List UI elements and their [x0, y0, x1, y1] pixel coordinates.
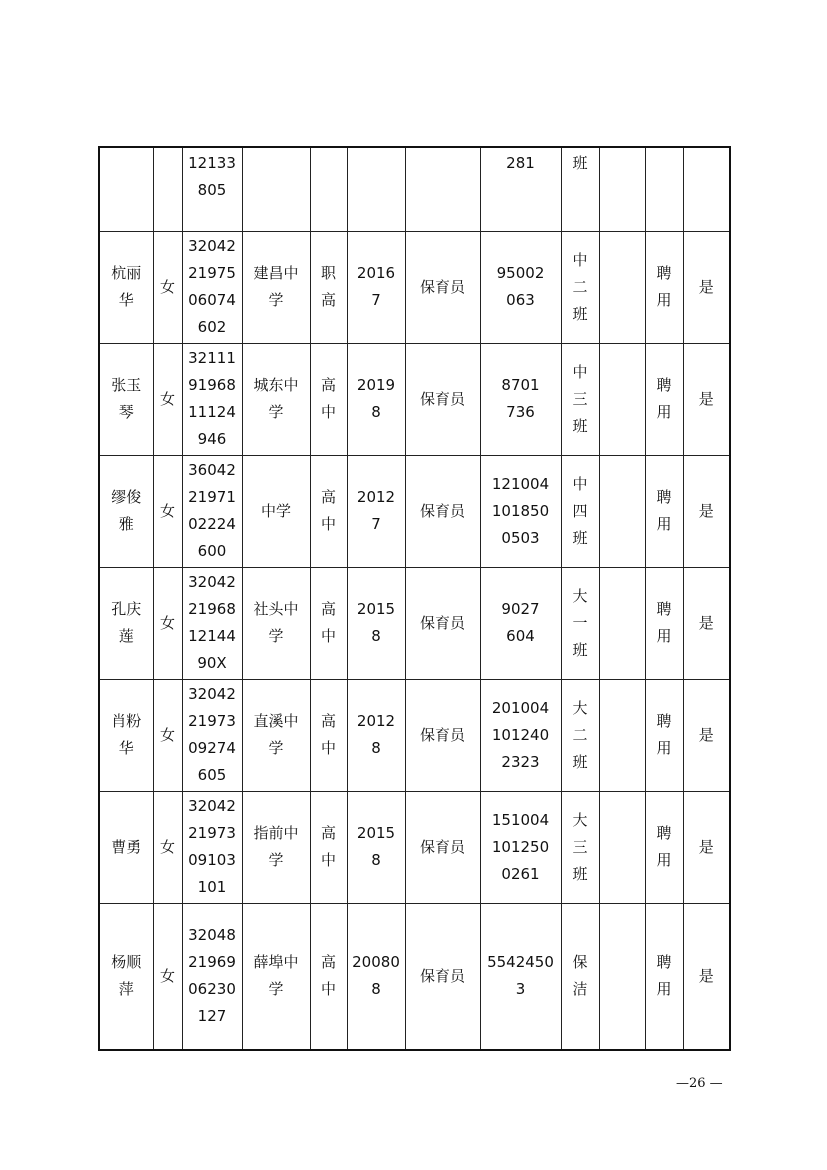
employment-type-line: 用: [656, 739, 672, 757]
date-line: 7: [371, 291, 381, 309]
cell-post: 保育员: [405, 903, 480, 1050]
cell-school: [242, 567, 310, 679]
class-line: 中: [572, 362, 588, 381]
class-line: 一: [572, 613, 588, 632]
cell-date: [347, 231, 405, 343]
cell-empty: [683, 147, 730, 231]
cell-gender: 女: [153, 567, 182, 679]
school-line: 学: [268, 851, 284, 869]
class-line: 三: [572, 389, 588, 408]
id-line: 36042: [188, 461, 236, 479]
cell-account: [480, 455, 561, 567]
cell-id: [182, 903, 242, 1050]
cell-empty: [599, 567, 645, 679]
id-line: 605: [197, 766, 227, 784]
cell-education: [310, 567, 347, 679]
account-line: 3: [515, 980, 526, 999]
account-line: 736: [506, 403, 535, 421]
cell-empty: [242, 147, 310, 231]
cell-name: [99, 231, 153, 343]
table-row: [99, 455, 730, 567]
table-body: [99, 147, 730, 1050]
cell-date: [347, 791, 405, 903]
cell-empty: [310, 147, 347, 231]
cell-id: [182, 679, 242, 791]
cell-school: [242, 455, 310, 567]
id-line: 12133: [188, 154, 236, 172]
id-line: 21968: [188, 600, 236, 618]
cell-gender: 女: [153, 903, 182, 1050]
account-line: 0261: [501, 864, 540, 883]
cell-name: [99, 903, 153, 1050]
cell-confirm: 是: [683, 791, 730, 903]
cell-name: [99, 567, 153, 679]
employment-type-line: 用: [656, 627, 672, 645]
id-line: 06230: [188, 980, 236, 999]
cell-school: [242, 791, 310, 903]
id-line: 32042: [188, 797, 236, 815]
school-line: 社头中: [253, 600, 299, 618]
id-line: 09103: [188, 851, 236, 869]
class-line: 班: [572, 752, 588, 771]
date-line: 2015: [356, 600, 396, 618]
cell-id: [182, 343, 242, 455]
class-line: 三: [572, 837, 588, 856]
cell-date: [347, 455, 405, 567]
class-line: 中: [572, 250, 588, 269]
cell-employment-type: [645, 791, 683, 903]
class-line: 大: [572, 810, 588, 829]
id-line: 32042: [188, 573, 236, 591]
cell-class: [561, 567, 599, 679]
cell-post: 保育员: [405, 455, 480, 567]
date-line: 8: [371, 739, 381, 757]
school-line: 指前中: [253, 824, 299, 842]
account-line: 8701: [501, 376, 540, 394]
cell-post: 保育员: [405, 791, 480, 903]
id-line: 127: [197, 1007, 227, 1026]
date-line: 8: [371, 403, 381, 421]
cell-date: [347, 903, 405, 1050]
id-line: 12144: [188, 627, 236, 645]
employment-type-line: 聘: [656, 824, 672, 842]
education-line: 中: [320, 739, 336, 757]
employment-type-line: 聘: [656, 264, 672, 282]
cell-date: [347, 567, 405, 679]
school-line: 建昌中: [253, 264, 299, 282]
employment-type-line: 用: [656, 291, 672, 309]
id-line: 602: [197, 318, 227, 336]
class-line: 班: [572, 154, 588, 172]
cell-education: [310, 455, 347, 567]
cell-account: [480, 903, 561, 1050]
cell-employment-type: [645, 903, 683, 1050]
id-line: 805: [197, 181, 227, 199]
cell-empty: [599, 231, 645, 343]
cell-id: [182, 231, 242, 343]
account-line: 201004: [491, 698, 550, 717]
cell-account: [480, 791, 561, 903]
education-line: 中: [320, 403, 336, 421]
education-line: 高: [320, 291, 336, 309]
education-line: 高: [320, 953, 336, 972]
cell-id: [182, 791, 242, 903]
account-line: 9027: [501, 600, 540, 618]
class-line: 大: [572, 586, 588, 605]
cell-account: [480, 147, 561, 231]
cell-school: [242, 679, 310, 791]
school-line: 学: [268, 980, 284, 999]
cell-employment-type: [645, 567, 683, 679]
id-line: 600: [197, 542, 227, 560]
name-line: 肖粉: [111, 712, 142, 730]
date-line: 20080: [352, 953, 400, 972]
school-line: 薛埠中: [253, 953, 299, 972]
name-line: 张玉: [111, 376, 142, 394]
id-line: 09274: [188, 739, 236, 757]
account-line: 151004: [491, 810, 550, 829]
staff-table: [98, 146, 731, 1051]
cell-date: [347, 343, 405, 455]
cell-gender: 女: [153, 791, 182, 903]
class-line: 班: [572, 864, 588, 883]
employment-type-line: 用: [656, 851, 672, 869]
class-line: 大: [572, 698, 588, 717]
id-line: 21975: [188, 264, 236, 282]
id-line: 21971: [188, 488, 236, 506]
cell-name: [99, 791, 153, 903]
id-line: 101: [197, 878, 227, 896]
id-line: 21969: [188, 953, 236, 972]
id-line: 32111: [188, 349, 236, 367]
cell-empty: [347, 147, 405, 231]
employment-type-line: 聘: [656, 953, 672, 972]
table-row: [99, 231, 730, 343]
cell-name: [99, 343, 153, 455]
table-row: [99, 343, 730, 455]
account-line: 101240: [491, 725, 550, 744]
date-line: 8: [371, 980, 381, 999]
cell-education: [310, 679, 347, 791]
school-line: 城东中: [253, 376, 299, 394]
school-line: 直溪中: [253, 712, 299, 730]
account-line: 5542450: [487, 953, 554, 972]
date-line: 2019: [356, 376, 396, 394]
date-line: 2012: [356, 712, 396, 730]
employment-type-line: 聘: [656, 712, 672, 730]
name-line: 华: [118, 739, 134, 757]
table-row-continuation: [99, 147, 730, 231]
class-line: 班: [572, 416, 588, 435]
cell-employment-type: [645, 231, 683, 343]
cell-empty: [153, 147, 182, 231]
class-line: 保: [572, 953, 588, 972]
cell-empty: [599, 679, 645, 791]
date-line: 7: [371, 515, 381, 533]
cell-account: [480, 679, 561, 791]
class-line: 中: [572, 474, 588, 493]
cell-confirm: 是: [683, 343, 730, 455]
cell-class: [561, 679, 599, 791]
cell-empty: [645, 147, 683, 231]
cell-confirm: 是: [683, 455, 730, 567]
class-line: 班: [572, 528, 588, 547]
id-line: 32042: [188, 685, 236, 703]
cell-name: [99, 679, 153, 791]
class-line: 班: [572, 640, 588, 659]
id-line: 21973: [188, 824, 236, 842]
cell-employment-type: [645, 343, 683, 455]
class-line: 洁: [572, 980, 588, 999]
school-line: 学: [268, 739, 284, 757]
name-line: 莲: [118, 627, 134, 645]
date-line: 8: [371, 627, 381, 645]
cell-id: [182, 567, 242, 679]
cell-education: [310, 903, 347, 1050]
cell-empty: [99, 147, 153, 231]
id-line: 11124: [188, 403, 236, 421]
name-line: 杨顺: [111, 953, 142, 972]
name-line: 缪俊: [111, 488, 142, 506]
class-line: 班: [572, 304, 588, 323]
cell-education: [310, 791, 347, 903]
cell-confirm: 是: [683, 679, 730, 791]
name-line: 雅: [118, 515, 134, 533]
school-line: 学: [268, 403, 284, 421]
id-line: 946: [197, 430, 227, 448]
cell-empty: [599, 455, 645, 567]
school-line: 中学: [260, 501, 291, 520]
page-number: —26 —: [676, 1076, 723, 1091]
id-line: 21973: [188, 712, 236, 730]
name-line: 杭丽: [111, 264, 142, 282]
cell-class: [561, 231, 599, 343]
table-row: [99, 791, 730, 903]
education-line: 中: [320, 851, 336, 869]
cell-date: [347, 679, 405, 791]
cell-gender: 女: [153, 343, 182, 455]
cell-id: [182, 147, 242, 231]
cell-gender: 女: [153, 231, 182, 343]
account-line: 604: [506, 627, 535, 645]
cell-education: [310, 343, 347, 455]
account-line: 121004: [491, 474, 550, 493]
cell-name: [99, 455, 153, 567]
cell-education: [310, 231, 347, 343]
education-line: 高: [320, 376, 336, 394]
education-line: 高: [320, 600, 336, 618]
cell-gender: 女: [153, 455, 182, 567]
employment-type-line: 聘: [656, 376, 672, 394]
employment-type-line: 用: [656, 515, 672, 533]
cell-school: [242, 343, 310, 455]
account-line: 0503: [501, 528, 540, 547]
education-line: 中: [320, 627, 336, 645]
cell-post: 保育员: [405, 567, 480, 679]
table-row: [99, 567, 730, 679]
date-line: 2015: [356, 824, 396, 842]
name-line: 孔庆: [111, 600, 142, 618]
cell-account: [480, 231, 561, 343]
cell-post: 保育员: [405, 231, 480, 343]
cell-empty: [405, 147, 480, 231]
cell-id: [182, 455, 242, 567]
employment-type-line: 聘: [656, 600, 672, 618]
cell-confirm: 是: [683, 903, 730, 1050]
education-line: 高: [320, 488, 336, 506]
cell-employment-type: [645, 455, 683, 567]
cell-school: [242, 903, 310, 1050]
cell-class: [561, 343, 599, 455]
education-line: 高: [320, 824, 336, 842]
cell-account: [480, 567, 561, 679]
id-line: 32048: [188, 926, 236, 945]
cell-class: [561, 791, 599, 903]
account-line: 2323: [501, 752, 540, 771]
cell-account: [480, 343, 561, 455]
cell-class: [561, 147, 599, 231]
account-line: 281: [506, 154, 535, 172]
education-line: 职: [320, 264, 336, 282]
employment-type-line: 聘: [656, 488, 672, 506]
school-line: 学: [268, 627, 284, 645]
employment-type-line: 用: [656, 403, 672, 421]
cell-post: 保育员: [405, 343, 480, 455]
cell-empty: [599, 903, 645, 1050]
account-line: 063: [506, 291, 535, 309]
class-line: 四: [572, 501, 588, 520]
cell-confirm: 是: [683, 567, 730, 679]
employment-type-line: 用: [656, 980, 672, 999]
cell-class: [561, 455, 599, 567]
education-line: 高: [320, 712, 336, 730]
class-line: 二: [572, 277, 588, 296]
cell-school: [242, 231, 310, 343]
school-line: 学: [268, 291, 284, 309]
cell-confirm: 是: [683, 231, 730, 343]
name-line: 萍: [118, 980, 134, 999]
id-line: 90X: [197, 654, 227, 672]
name-line: 曹勇: [111, 837, 142, 856]
id-line: 32042: [188, 237, 236, 255]
table-row: [99, 903, 730, 1050]
table-row: [99, 679, 730, 791]
education-line: 中: [320, 980, 336, 999]
id-line: 02224: [188, 515, 236, 533]
account-line: 101250: [491, 837, 550, 856]
cell-gender: 女: [153, 679, 182, 791]
name-line: 华: [118, 291, 134, 309]
cell-class: [561, 903, 599, 1050]
cell-empty: [599, 343, 645, 455]
account-line: 101850: [491, 501, 550, 520]
id-line: 06074: [188, 291, 236, 309]
cell-empty: [599, 147, 645, 231]
cell-post: 保育员: [405, 679, 480, 791]
account-line: 95002: [496, 264, 545, 282]
id-line: 91968: [188, 376, 236, 394]
date-line: 8: [371, 851, 381, 869]
cell-empty: [599, 791, 645, 903]
education-line: 中: [320, 515, 336, 533]
name-line: 琴: [118, 403, 134, 421]
date-line: 2016: [356, 264, 396, 282]
cell-employment-type: [645, 679, 683, 791]
class-line: 二: [572, 725, 588, 744]
date-line: 2012: [356, 488, 396, 506]
